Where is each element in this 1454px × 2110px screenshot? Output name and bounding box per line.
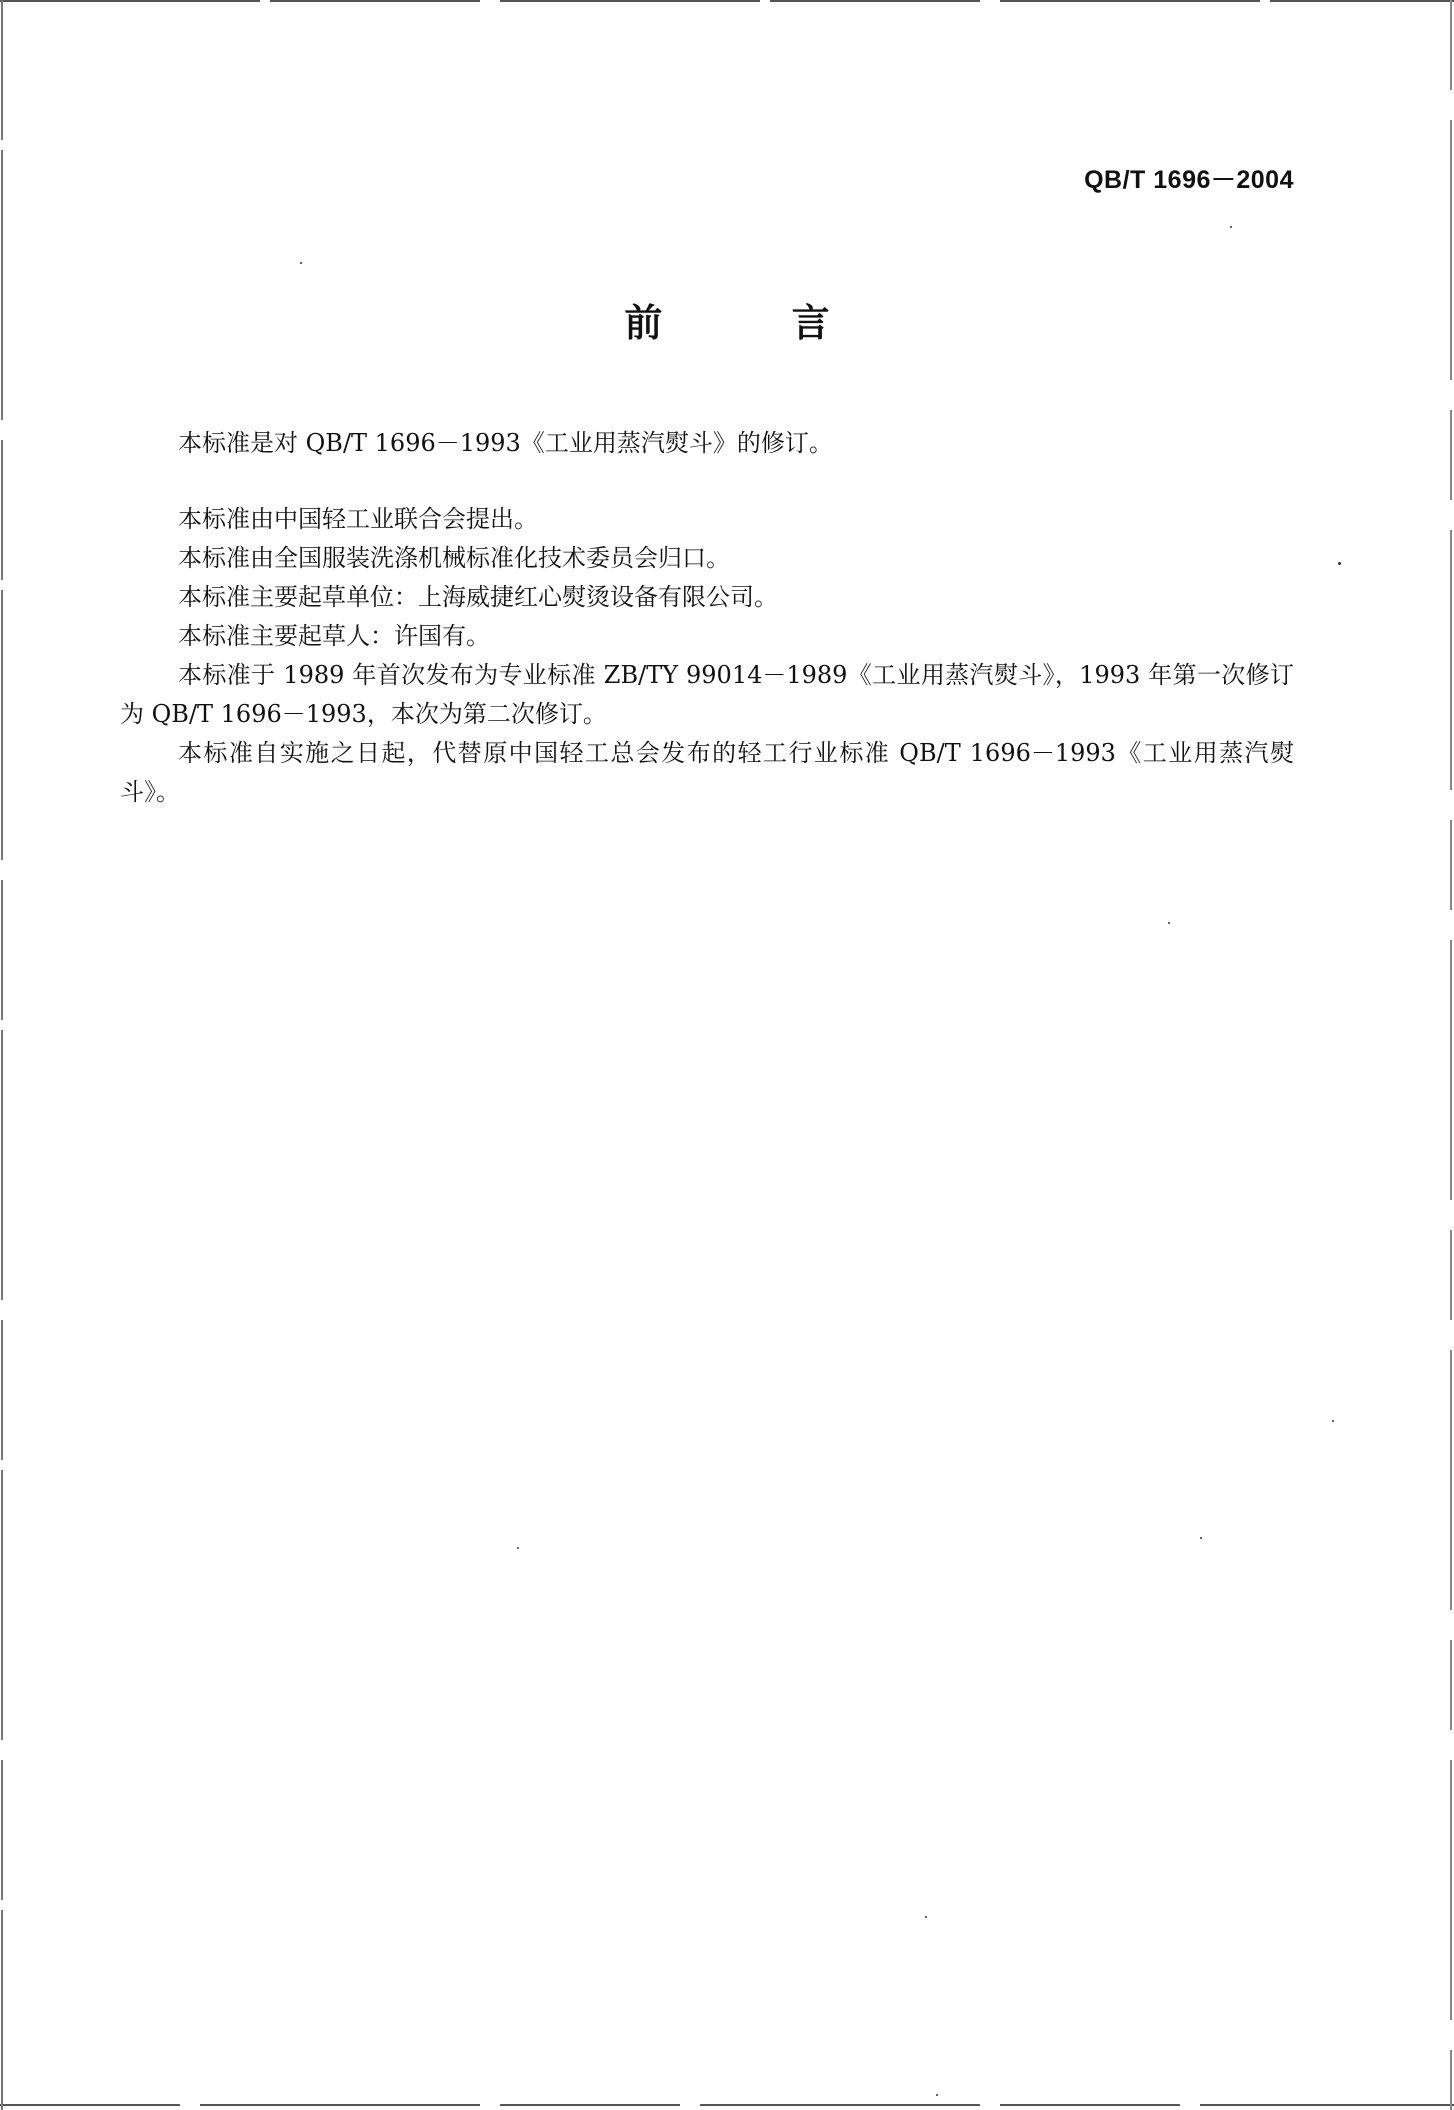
scan-speck: [1338, 562, 1341, 565]
scan-speck: [1230, 226, 1232, 228]
scan-speck: [300, 262, 302, 264]
scan-speck: [517, 1547, 519, 1549]
paragraph-committee: 本标准由全国服装洗涤机械标准化技术委员会归口。: [178, 544, 730, 572]
paragraph-proposer: 本标准由中国轻工业联合会提出。: [178, 505, 538, 533]
scan-speck: [1200, 1537, 1202, 1539]
scan-speck: [925, 1916, 927, 1918]
scan-edge-bottom: [0, 2104, 1454, 2106]
scan-speck: [1332, 1420, 1334, 1422]
page-title: 前 言: [624, 301, 888, 345]
paragraph-revision: 本标准是对 QB/T 1696－1993《工业用蒸汽熨斗》的修订。: [178, 429, 833, 457]
scan-speck: [1168, 922, 1170, 924]
paragraph-drafting-unit: 本标准主要起草单位：上海威捷红心熨烫设备有限公司。: [178, 583, 778, 611]
foreword-body: [120, 424, 1294, 812]
paragraph-drafter: 本标准主要起草人：许国有。: [178, 622, 490, 650]
paragraph-replacement: 本标准自实施之日起，代替原中国轻工总会发布的轻工行业标准 QB/T 1696－1993《工业用蒸汽熨斗》。: [120, 739, 1294, 806]
standard-number: QB/T 1696－2004: [1084, 166, 1294, 194]
scan-edge-top: [0, 0, 1454, 2]
paragraph-history: 本标准于 1989 年首次发布为专业标准 ZB/TY 99014－1989《工业用蒸汽熨斗》，1993 年第一次修订为 QB/T 1696－1993，本次为第二次修订。: [120, 661, 1294, 728]
scan-speck: [936, 2094, 938, 2096]
